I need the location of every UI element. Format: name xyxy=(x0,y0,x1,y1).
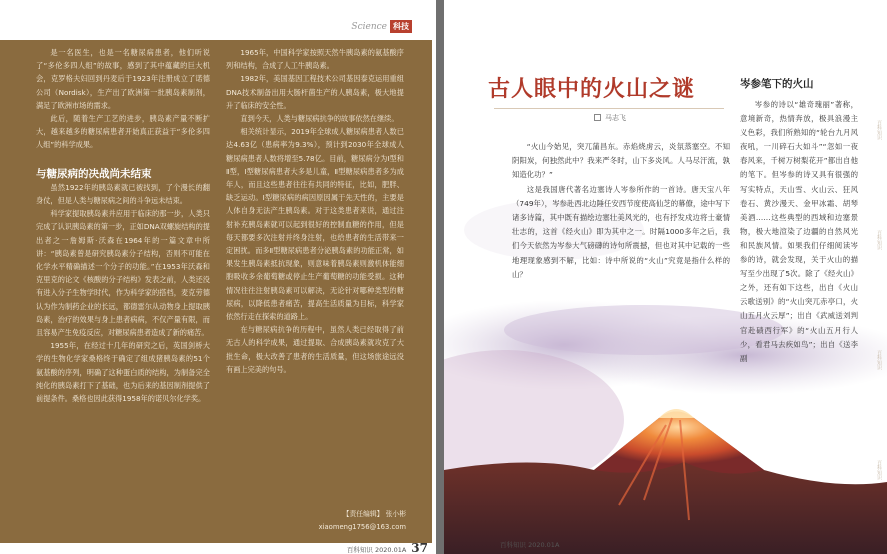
paragraph: 1955年，在经过十几年的研究之后，英国剑桥大学的生物化学家桑格终于确定了组成猪胰岛素的51个氨基酸的序列，明确了这种蛋白质的结构，为制备完全纯化的胰岛素打下了基础，也为后来的基因制剂提供了前提条件。桑格也因此获得1958年的诺贝尔化学奖。 xyxy=(36,341,210,404)
section-tag-cn: 科技 xyxy=(390,20,412,33)
paragraph: 在与糖尿病抗争的历程中，虽然人类已经取得了前无古人的科学成果，通过提取、合成胰岛素就攻克了大批生命，极大改善了患者的生活质量，但这场旅途远没有画上完美的句号。 xyxy=(226,325,404,374)
paragraph: “火山今始见，突兀蒲昌东。赤焰烧虏云，炎氛蒸塞空。不知阴阳炭，何独然此中？我来严冬时，山下多炎风。人马尽汗流，孰知造化功？” xyxy=(512,142,730,180)
watermark: 百科知识 xyxy=(876,230,882,250)
paragraph: 科学家提取胰岛素并应用于临床的那一步，人类只完成了认识胰岛素的第一步，正如DNA双螺旋结构的提出者之一詹姆斯·沃森在1964年的一篇文章中所讲：“胰岛素曾是研究胰岛素分子结构，否则不可能在化学水平精确描述一个分子的功能。”在1953年沃森和克里克的论文《核酸的分子结构》发表之前，人类还没有进入分子生物学时代，作为科学家的搭档，麦克劳德认为作为制药企业的长远，都德雷尔从动物身上提取胰岛素，治疗的效果与身上患者病病，不仅产量有限，而且容易产生免疫反应，对糖尿病患者造成了新的痛苦。 xyxy=(36,209,210,338)
editor-email: xiaomeng1756@163.com xyxy=(318,523,406,531)
left-column-1 xyxy=(36,46,210,405)
author-byline xyxy=(594,113,626,123)
right-column xyxy=(740,98,858,366)
page-footer: 百科知识 2020.01A xyxy=(500,541,560,549)
watermark: 百科知识 xyxy=(876,350,882,370)
section-heading: 岑参笔下的火山 xyxy=(740,78,814,90)
author-name: 马志飞 xyxy=(605,114,626,122)
editor-credit xyxy=(319,508,406,534)
paragraph: 虽然1922年的胰岛素就已被找到，了个漫长的翻身仗，但是人类与糖尿病之间的斗争远未结束。 xyxy=(36,182,210,206)
left-column-2 xyxy=(226,46,404,376)
paragraph: 1965年，中国科学家按照天然牛胰岛素的氨基酸序列和结构，合成了人工牛胰岛素。 xyxy=(226,48,404,71)
title-divider xyxy=(494,108,724,109)
editor-name: 【责任编辑】 张小彬 xyxy=(342,510,406,518)
watermark: 百科知识 xyxy=(876,120,882,140)
page-footer xyxy=(347,541,428,554)
journal-name: 百科知识 2020.01A xyxy=(346,546,407,554)
paragraph: 此后，随着生产工艺的进步，胰岛素产量不断扩大，越来越多的糖尿病患者开始真正获益于“多伦多四人组”的科学成果。 xyxy=(36,114,210,150)
page-number: 37 xyxy=(411,541,428,554)
section-tag xyxy=(351,20,412,33)
paragraph: 直到今天，人类与糖尿病抗争的故事依然在继续。 xyxy=(240,114,399,124)
watermark: 百科知识 xyxy=(876,460,882,480)
paragraph: 岑参的诗以“雄奇瑰丽”著称，意境新奇，热情奔放，极具浪漫主义色彩，我们所熟知的“轮台九月风夜吼，一川碎石大如斗”“忽如一夜春风来，千树万树梨花开”都出自他的笔下。但岑参的诗又具有很强的写实特点，天山雪、火山云、狂风卷石、黄沙漫天、金甲冰霜、胡琴美酒……这些典型的西域和边塞景物，极大地渲染了边疆的自然风光和民族风情。如果我们仔细阅读岑参的诗，就会发现，关于火山的描写至少出现了5次。除了《经火山》之外，还有如下这些，出自《火山云歌送别》的“火山突兀赤亭口，火山五月火云厚”；出自《武威送刘判官赴碛西行军》的“火山五月行人少，看君马去疾如鸟”；出自《送李副 xyxy=(740,100,858,363)
page-gutter xyxy=(436,0,444,554)
article-title: 古人眼中的火山之谜 xyxy=(488,76,696,102)
paragraph: 1982年，美国基因工程技术公司基因泰克运用重组DNA技术制备出用大肠杆菌生产的人胰岛素，极大地提升了临床的安全性。 xyxy=(226,74,404,110)
section-tag-en: Science xyxy=(351,22,387,32)
intro-text xyxy=(512,140,730,282)
paragraph: 这是我国唐代著名边塞诗人岑参所作的一首诗。唐天宝八年（749年），岑参赴西北边陲任安西节度使高仙芝的幕僚，途中写下诸多诗篇，其中既有描绘边塞壮美风光的，也有抒发戍边将士豪情壮志的，这首《经火山》即为其中之一。时隔1000多年之后，我们今天依然为岑参大气磅礴的诗句所震撼，但也对其中记载的一些地理现象感到不解，比如：诗中所说的“火山”究竟是指什么样的山？ xyxy=(512,184,730,279)
right-page xyxy=(444,0,887,554)
left-page xyxy=(0,0,436,554)
author-box-icon xyxy=(594,114,601,121)
section-heading: 与糖尿病的决战尚未结束 xyxy=(36,167,152,180)
paragraph: 是一名医生，也是一名糖尿病患者，他们听说了“多伦多四人组”的故事，感到了其中蕴藏的巨大机会，克罗格夫妇回到丹麦后于1923年注册成立了诺德公司（Nordisk），生产出了欧洲第一批胰岛素制剂，满足了欧洲市场的需求。 xyxy=(36,48,210,110)
paragraph: 相关统计显示，2019年全球成人糖尿病患者人数已达4.63亿（患病率为9.3%），预计到2030年全球成人糖尿病患者人数将增至5.78亿。目前，糖尿病分为Ⅰ型和Ⅱ型，Ⅰ型糖尿病患者大多是儿童，Ⅱ型糖尿病患者多为成年人，而且这些患者往往有共同的特征，比如，肥胖、缺乏运动。Ⅰ型糖尿病的病因原因属于先天性的，主要是人体自身无法产生胰岛素。对于这类患者来说，通过注射补充胰岛素就可以起到很好的控制血糖的作用，但是每天都要多次注射并终身注射，也给患者的生活带来一定困扰。而多Ⅱ型糖尿病患者分泌胰岛素的功能正常，如果发生胰岛素抵抗现象，则意味着胰岛素则激机体能细胞吸收多余葡萄糖或停止生产葡萄糖的功能受损。这种情况往往注射胰岛素可以解决，无论针对哪种类型的糖尿病，以降低患者痛苦，提高生活质量为目标，科学家依然行走在探索的道路上。 xyxy=(226,127,404,322)
